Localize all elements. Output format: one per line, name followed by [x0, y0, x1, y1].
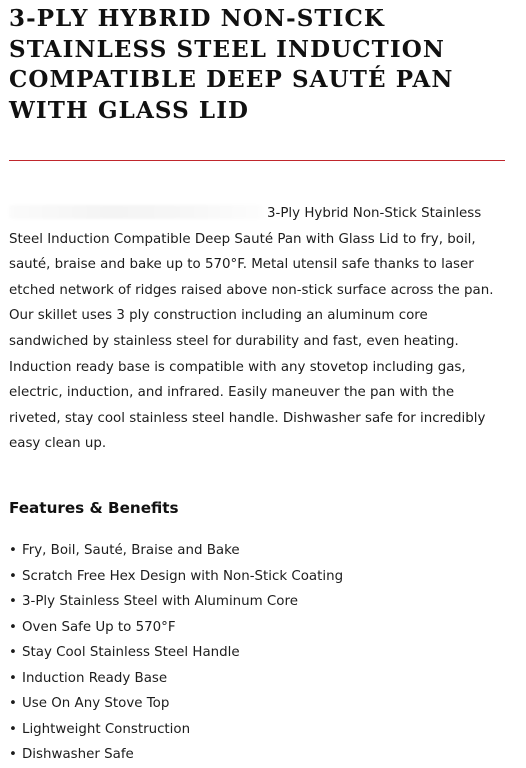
product-description — [9, 201, 509, 457]
list-item — [9, 564, 343, 590]
list-item — [9, 640, 343, 666]
bullet-icon: • — [9, 670, 17, 686]
feature-text: Dishwasher Safe — [22, 747, 134, 762]
list-item — [9, 589, 343, 615]
product-description-text: 3-Ply Hybrid Non-Stick Stainless Steel Induction Compatible Deep Sauté Pan with Glass Lid to fry, boil, sauté, braise and bake up to 570°F. Metal utensil safe thanks to laser etched network of ridges raised above non-stick surface across the pan. Our skillet uses 3 ply construction including an aluminum core sandwiched by stainless steel for durability and fast, even heating. Induction ready base is compatible with any stovetop including gas, electric, induction, and infrared. Easily maneuver the pan with the riveted, stay cool stainless steel handle. Dishwasher safe for incredibly easy clean up. — [9, 206, 494, 452]
features-list — [9, 538, 343, 768]
bullet-icon: • — [9, 721, 17, 737]
feature-text: Oven Safe Up to 570°F — [22, 619, 176, 635]
list-item — [9, 691, 343, 717]
bullet-icon: • — [9, 568, 17, 584]
bullet-icon: • — [9, 747, 17, 762]
features-heading: Features & Benefits — [9, 499, 179, 517]
bullet-icon: • — [9, 645, 17, 660]
feature-text: Use On Any Stove Top — [22, 696, 170, 711]
feature-text: Fry, Boil, Sauté, Braise and Bake — [22, 543, 240, 558]
product-title: 3-PLY HYBRID NON-STICK STAINLESS STEEL INDUCTION COMPATIBLE DEEP SAUTÉ PAN WITH GLASS LID — [9, 5, 454, 124]
bullet-icon: • — [9, 696, 17, 711]
list-item — [9, 615, 343, 641]
bullet-icon: • — [9, 543, 17, 558]
title-divider — [9, 160, 505, 161]
list-item — [9, 742, 343, 768]
feature-text: 3-Ply Stainless Steel with Aluminum Core — [22, 594, 298, 609]
feature-text: Stay Cool Stainless Steel Handle — [22, 645, 240, 660]
list-item — [9, 538, 343, 564]
blurred-placeholder — [9, 205, 263, 219]
list-item — [9, 666, 343, 692]
feature-text: Lightweight Construction — [22, 721, 191, 737]
bullet-icon: • — [9, 594, 17, 609]
feature-text: Scratch Free Hex Design with Non-Stick Coating — [22, 568, 344, 584]
list-item — [9, 717, 343, 743]
bullet-icon: • — [9, 619, 17, 635]
feature-text: Induction Ready Base — [22, 670, 168, 686]
